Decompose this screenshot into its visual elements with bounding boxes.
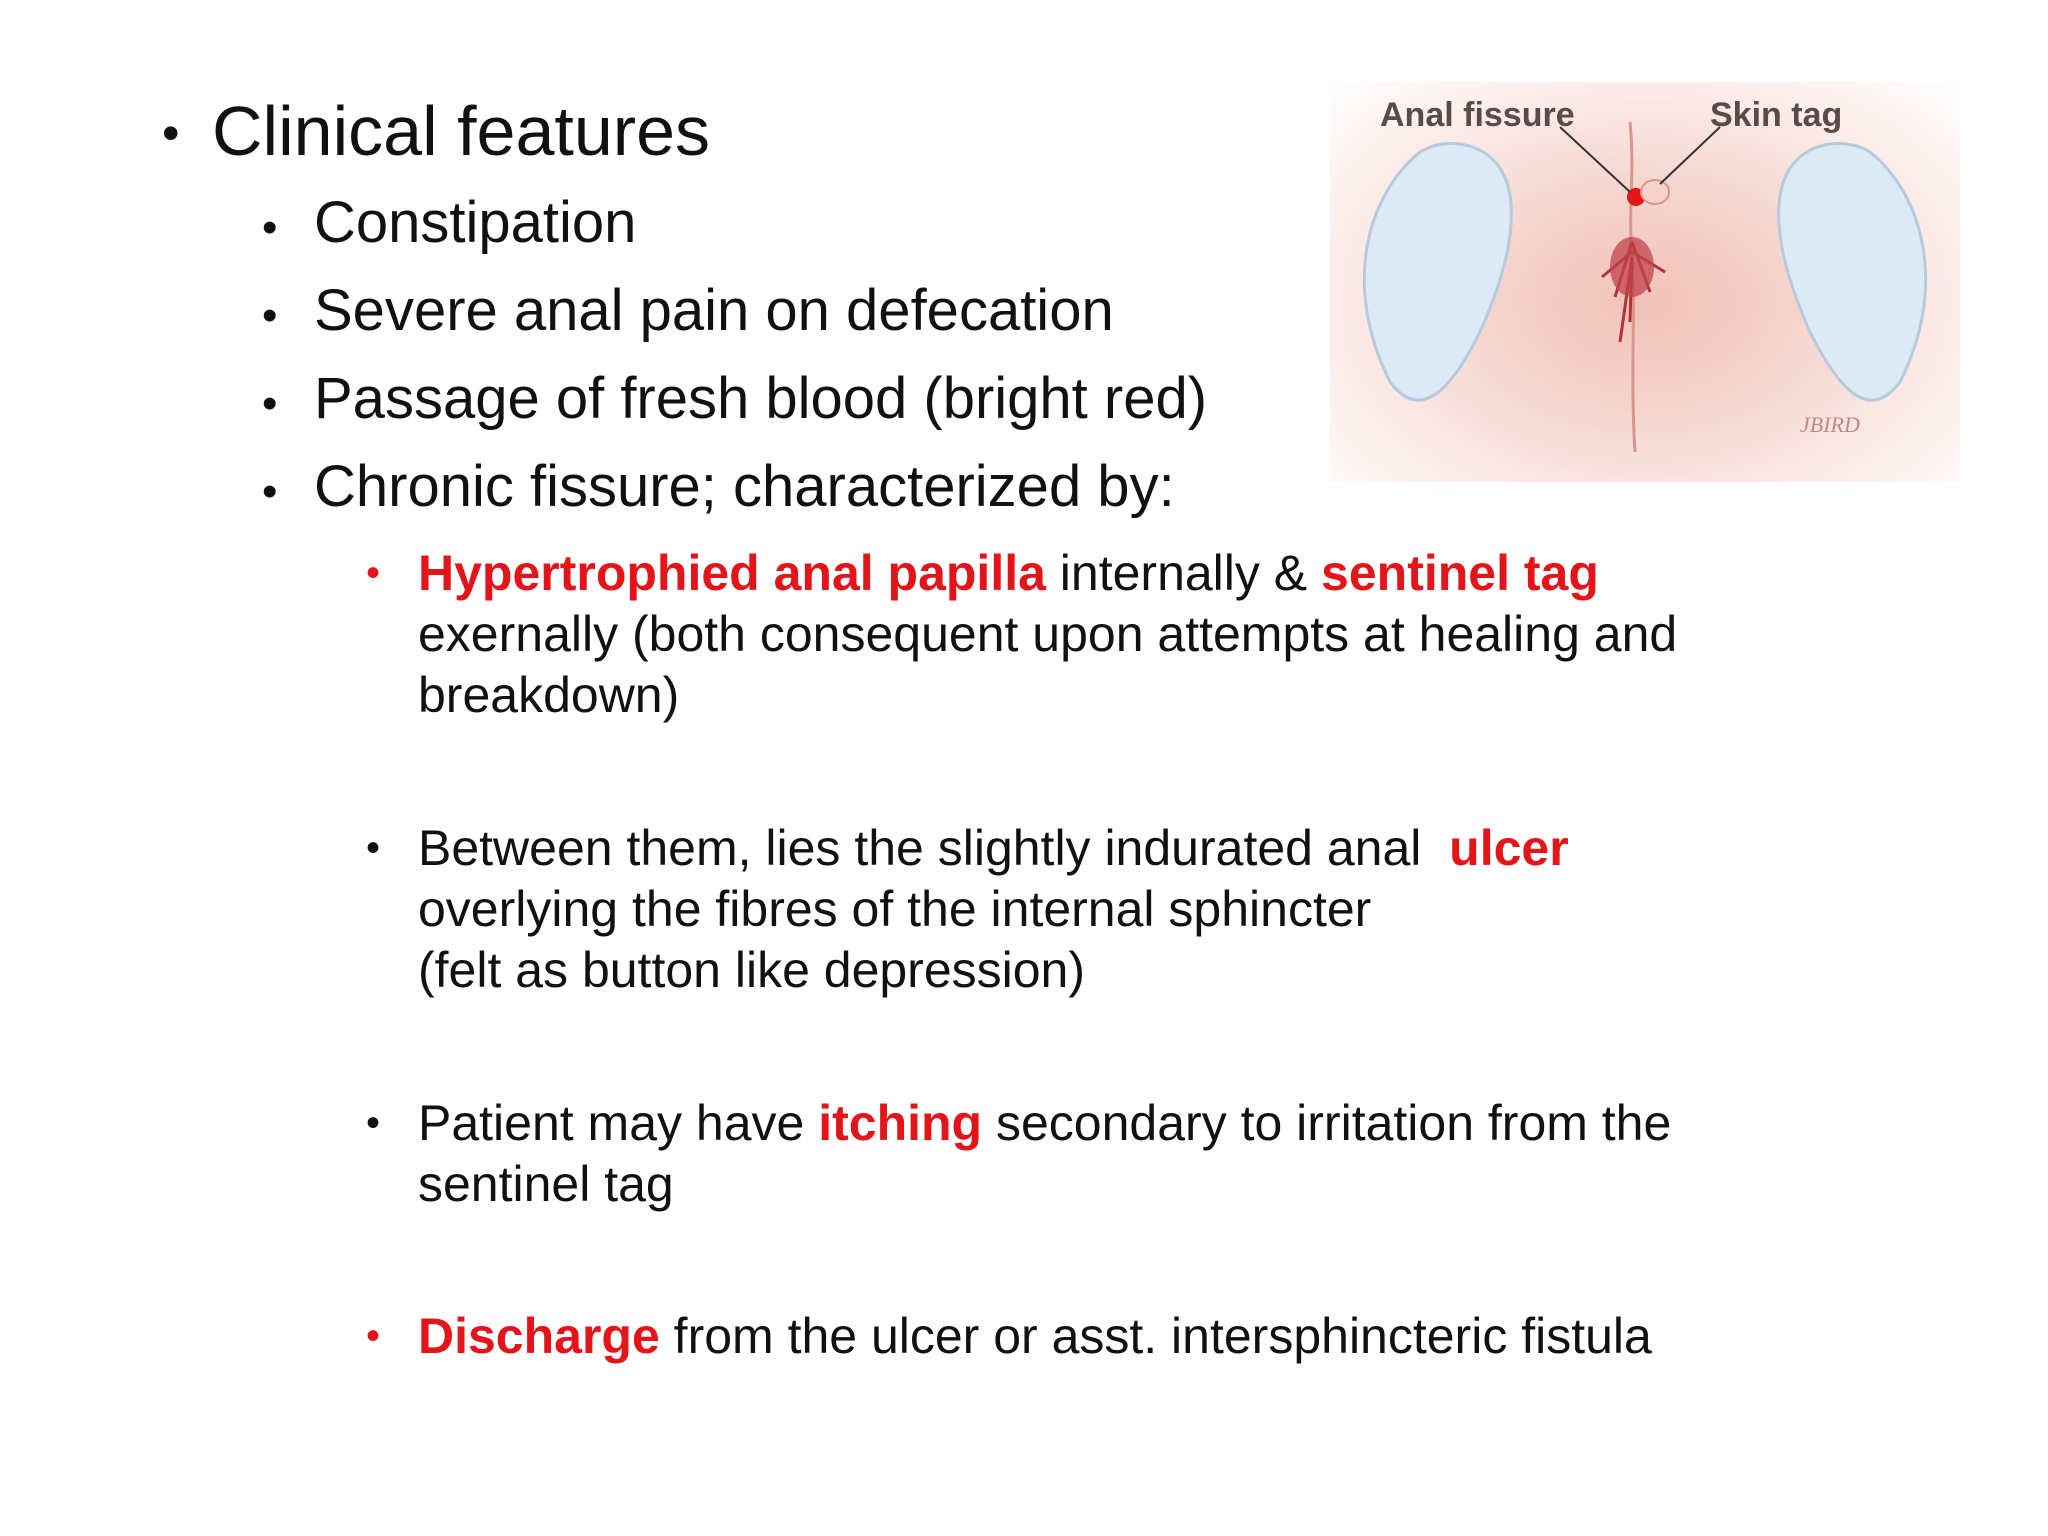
highlight-term: itching (818, 1095, 983, 1151)
text-fragment: internally & (1045, 545, 1322, 601)
text-line: sentinel tag (418, 1156, 674, 1212)
label-anal-fissure: Anal fissure (1380, 96, 1575, 134)
sub-item-text (418, 1093, 1671, 1215)
list-item-text: Severe anal pain on defecation (314, 278, 1114, 343)
bullet: • (366, 1101, 381, 1145)
anal-fissure-illustration (1330, 82, 1960, 482)
sub-item-papilla (366, 543, 1766, 726)
highlight-term: Hypertrophied anal papilla (418, 545, 1046, 601)
text-fragment: Between them, lies the slightly indurated anal (418, 820, 1450, 876)
skin-tag-pointer-line (1660, 127, 1720, 184)
label-skin-tag: Skin tag (1710, 96, 1843, 134)
bullet: • (262, 379, 278, 428)
heading-row (162, 92, 710, 170)
list-item (262, 190, 637, 255)
list-item-text: Chronic fissure; characterized by: (314, 454, 1175, 519)
text-fragment: from the ulcer or asst. intersphincteric fistula (659, 1308, 1652, 1364)
text-fragment: Patient may have (418, 1095, 819, 1151)
text-line: breakdown) (418, 667, 680, 723)
right-glove-icon (1779, 144, 1926, 401)
text-fragment: secondary to irritation from the (982, 1095, 1672, 1151)
sub-item-ulcer (366, 818, 1766, 1001)
illustration-svg (1330, 82, 1960, 482)
sub-item-itching (366, 1093, 1766, 1215)
anus-center (1610, 237, 1654, 297)
list-item (262, 366, 1208, 431)
bullet: • (366, 1314, 381, 1358)
sub-item-text (418, 1306, 1652, 1367)
highlight-term: ulcer (1449, 820, 1569, 876)
sub-item-discharge (366, 1306, 1766, 1367)
bullet: • (262, 291, 278, 340)
sub-item-text (418, 543, 1677, 726)
text-line: (felt as button like depression) (418, 942, 1086, 998)
left-glove-icon (1364, 144, 1511, 401)
text-line: exernally (both consequent upon attempts at healing and (418, 606, 1678, 662)
highlight-term: Discharge (418, 1308, 660, 1364)
sub-item-text (418, 818, 1569, 1001)
list-item-text: Constipation (314, 190, 637, 255)
bullet: • (366, 551, 381, 595)
bullet: • (262, 203, 278, 252)
bullet: • (162, 105, 180, 161)
list-item (262, 454, 1175, 519)
list-item-text: Passage of fresh blood (bright red) (314, 366, 1208, 431)
highlight-term: sentinel tag (1321, 545, 1599, 601)
bullet: • (262, 467, 278, 516)
skin-tag-marker (1641, 180, 1669, 204)
heading-text: Clinical features (212, 92, 710, 170)
list-item (262, 278, 1114, 343)
bullet: • (366, 826, 381, 870)
text-line: overlying the fibres of the internal sphincter (418, 881, 1372, 937)
artist-signature: JBIRD (1800, 412, 1860, 437)
fissure-pointer-line (1560, 127, 1630, 192)
